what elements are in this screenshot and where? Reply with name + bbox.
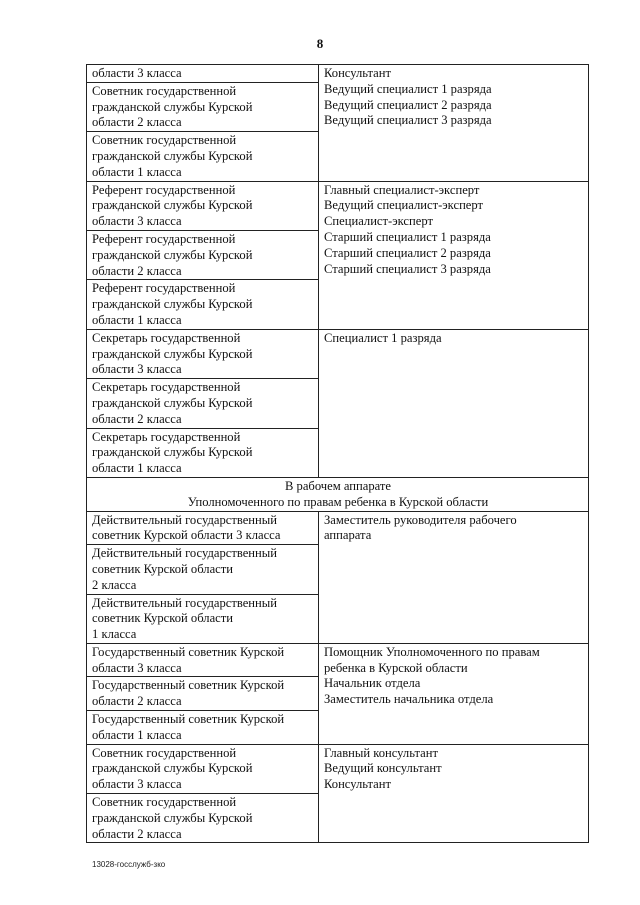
class-rank-cell [87,594,319,643]
text-line: Действительный государственный [92,546,277,561]
table-row [87,329,589,378]
page-number: 8 [316,36,324,51]
text-line: Старший специалист 2 разряда [324,245,491,260]
text-line: области 2 класса [92,826,182,841]
text-line: Советник государственной [92,133,237,148]
text-line: гражданской службы Курской [92,761,253,776]
footer-code: 13028-госслужб-зко [92,860,166,869]
position-cell [319,744,589,843]
text-line: Референт государственной [92,281,236,296]
text-line: Старший специалист 1 разряда [324,229,491,244]
text-line: ребенка в Курской области [324,660,468,675]
text-line: Государственный советник Курской [92,678,285,693]
position-cell [319,643,589,744]
text-line: Советник государственной [92,83,237,98]
text-line: гражданской службы Курской [92,810,253,825]
table-row [87,744,589,793]
text-line: Консультант [324,66,392,80]
table-row [87,65,589,83]
class-rank-cell [87,82,319,131]
text-line: аппарата [324,528,372,543]
class-rank-cell [87,545,319,594]
text-line: области 1 класса [92,461,182,476]
class-rank-cell [87,511,319,545]
text-line: области 3 класса [92,362,182,377]
text-line: гражданской службы Курской [92,247,253,262]
text-line: 2 класса [92,577,137,592]
table-row [87,511,589,545]
text-line: Старший специалист 3 разряда [324,261,491,276]
text-line: области 3 класса [92,66,182,80]
text-line: Действительный государственный [92,512,277,527]
text-line: Главный специалист-эксперт [324,182,480,197]
text-line: Действительный государственный [92,595,277,610]
text-line: области 2 класса [92,694,182,709]
class-rank-cell [87,744,319,793]
text-line: Секретарь государственной [92,330,241,345]
text-line: Уполномоченного по правам ребенка в Курской области [187,494,489,509]
text-line: советник Курской области [92,561,233,576]
text-line: В рабочем аппарате [284,478,391,493]
text-line: Ведущий специалист-эксперт [324,198,484,213]
text-line: Специалист-эксперт [324,214,433,229]
text-line: области 3 класса [92,214,182,229]
classification-table [86,64,589,843]
class-rank-cell [87,230,319,279]
text-line: Секретарь государственной [92,429,241,444]
text-line: гражданской службы Курской [92,346,253,361]
class-rank-cell [87,65,319,83]
text-line: Государственный советник Курской [92,712,285,727]
table-body [87,65,589,843]
text-line: Референт государственной [92,182,236,197]
text-line: Ведущий специалист 3 разряда [324,113,492,128]
class-rank-cell [87,794,319,843]
class-rank-cell [87,677,319,711]
text-line: Начальник отдела [324,676,421,691]
text-line: Ведущий специалист 1 разряда [324,81,492,96]
position-cell [319,181,589,329]
text-line: Ведущий консультант [324,761,442,776]
text-line: Ведущий специалист 2 разряда [324,97,492,112]
text-line: гражданской службы Курской [92,297,253,312]
text-line: Специалист 1 разряда [324,330,442,345]
class-rank-cell [87,643,319,677]
class-rank-cell [87,181,319,230]
position-cell [319,329,589,477]
table-row [87,643,589,677]
text-line: советник Курской области 3 класса [92,528,281,543]
text-line: гражданской службы Курской [92,395,253,410]
position-cell [319,65,589,182]
position-cell [319,511,589,643]
text-line: гражданской службы Курской [92,99,253,114]
text-line: области 3 класса [92,660,182,675]
section-heading [87,477,589,511]
text-line: гражданской службы Курской [92,445,253,460]
class-rank-cell [87,428,319,477]
text-line: Секретарь государственной [92,380,241,395]
text-line: гражданской службы Курской [92,148,253,163]
text-line: Заместитель руководителя рабочего [324,512,517,527]
table-row [87,181,589,230]
text-line: Советник государственной [92,745,237,760]
section-row [87,477,589,511]
text-line: 1 класса [92,627,137,642]
text-line: области 1 класса [92,164,182,179]
text-line: Государственный советник Курской [92,644,285,659]
text-line: советник Курской области [92,611,233,626]
text-line: области 2 класса [92,263,182,278]
text-line: области 1 класса [92,727,182,742]
text-line: гражданской службы Курской [92,198,253,213]
class-rank-cell [87,379,319,428]
class-rank-cell [87,329,319,378]
text-line: области 1 класса [92,312,182,327]
class-rank-cell [87,132,319,181]
text-line: Советник государственной [92,795,237,810]
text-line: области 2 класса [92,115,182,130]
class-rank-cell [87,280,319,329]
text-line: области 2 класса [92,411,182,426]
text-line: Помощник Уполномоченного по правам [324,644,540,659]
text-line: Главный консультант [324,745,438,760]
text-line: Заместитель начальника отдела [324,692,494,707]
text-line: Консультант [324,777,392,792]
text-line: области 3 класса [92,777,182,792]
class-rank-cell [87,711,319,745]
text-line: Референт государственной [92,231,236,246]
